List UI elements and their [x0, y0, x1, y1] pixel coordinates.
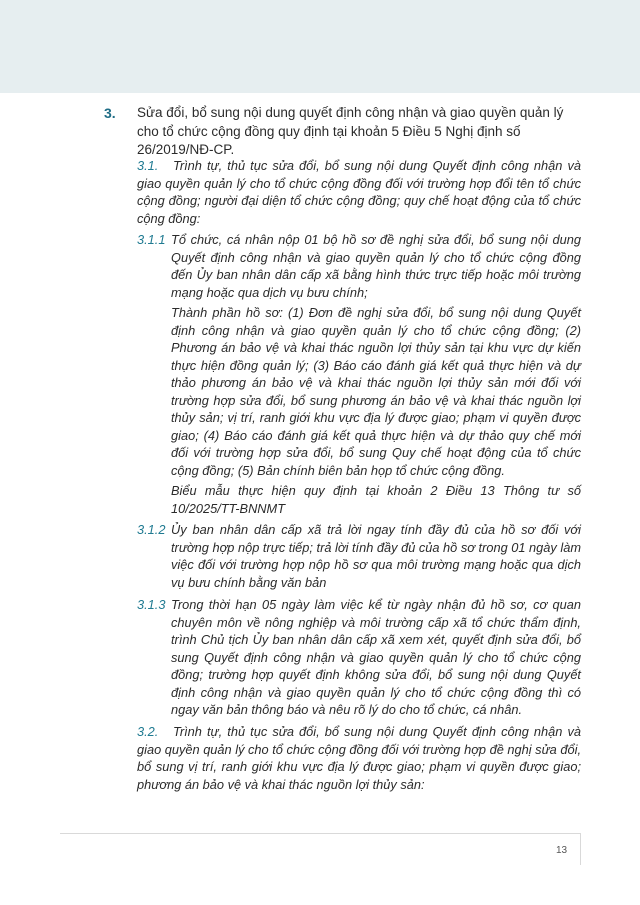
section-3-1-1-number: 3.1.1 [137, 232, 166, 247]
section-3-1-3-text: Trong thời hạn 05 ngày làm việc kể từ ngày nhận đủ hồ sơ, cơ quan chuyên môn về nông nghiệp và môi trường cấp xã tổ chức thẩm định, trình Chủ tịch Ủy ban nhân dân cấp xã xem xét, quyết định sửa đổi, bổ sung Quyết định công nhận và giao quyền quản lý cho tổ chức cộng đồng; trường hợp quyết định không sửa đổi, bổ sung nội dung Quyết định công nhận và giao quyền quản lý cho tổ chức cộng đồng thì có ngay văn bản thông báo và nêu rõ lý do cho tổ chức, cá nhân. [171, 597, 581, 717]
section-3-number: 3. [104, 105, 116, 121]
section-3-1-1-components [137, 304, 581, 479]
section-3-title: Sửa đổi, bổ sung nội dung quyết định công nhận và giao quyền quản lý cho tổ chức cộng đồng quy định tại khoản 5 Điều 5 Nghị định số 26/2019/NĐ-CP. [137, 105, 564, 157]
footer-vertical-divider [580, 833, 581, 865]
section-3-1 [137, 157, 581, 227]
section-3-2 [137, 723, 581, 793]
header-band [0, 0, 640, 93]
dossier-components: Thành phần hồ sơ: (1) Đơn đề nghị sửa đổi, bổ sung nội dung Quyết định công nhận và giao quyền quản lý cho tổ chức cộng đồng; (2) Phương án bảo vệ và khai thác nguồn lợi thủy sản tại khu vực dự kiến thực hiện đồng quản lý; (3) Báo cáo đánh giá kết quả thực hiện và dự thảo phương án bảo vệ và khai thác nguồn lợi thủy sản mới đối với trường hợp sửa đổi, bổ sung phương án bảo vệ và khai thác nguồn lợi thủy sản; vị trí, ranh giới khu vực địa lý được giao; phạm vi quyền được giao; (4) Báo cáo đánh giá kết quả thực hiện và dự thảo quy chế mới đối với trường hợp sửa đổi, bổ sung Quy chế hoạt động của tổ chức cộng đồng; (5) Bản chính biên bản họp tổ chức cộng đồng. [171, 305, 581, 478]
section-3-1-2-text: Ủy ban nhân dân cấp xã trả lời ngay tính đầy đủ của hồ sơ đối với trường hợp nộp trực tiếp; trả lời tính đầy đủ của hồ sơ trong 01 ngày làm việc đối với trường hợp nộp hồ sơ qua môi trường mạng hoặc qua dịch vụ bưu chính bằng văn bản [171, 522, 581, 590]
section-3-1-3 [137, 596, 581, 719]
page-number: 13 [556, 845, 568, 856]
section-3-1-text: Trình tự, thủ tục sửa đổi, bổ sung nội dung Quyết định công nhận và giao quyền quản lý cho tổ chức cộng đồng đối với trường hợp đổi tên tổ chức cộng đồng; người đại diện tổ chức cộng đồng; quy chế hoạt động của tổ chức cộng đồng: [137, 158, 581, 226]
section-3-2-text: Trình tự, thủ tục sửa đổi, bổ sung nội dung Quyết định công nhận và giao quyền quản lý cho tổ chức cộng đồng đối với trường hợp đề nghị sửa đổi, bổ sung vị trí, ranh giới khu vực địa lý được giao; phạm vi quyền được giao; phương án bảo vệ và khai thác nguồn lợi thủy sản: [137, 724, 581, 792]
section-3-1-2-number: 3.1.2 [137, 522, 166, 537]
form-reference: Biểu mẫu thực hiện quy định tại khoản 2 Điều 13 Thông tư số 10/2025/TT-BNNMT [171, 483, 581, 516]
section-3-1-1-text: Tổ chức, cá nhân nộp 01 bộ hồ sơ đề nghị sửa đổi, bổ sung nội dung Quyết định công nhận và giao quyền quản lý cho tổ chức cộng đồng đến Ủy ban nhân dân cấp xã bằng hình thức trực tiếp hoặc môi trường mạng hoặc qua dịch vụ bưu chính; [171, 232, 581, 300]
section-3-2-number: 3.2. [137, 724, 159, 739]
section-3-1-2 [137, 521, 581, 591]
section-3-1-1-form [137, 482, 581, 517]
section-3-1-1 [137, 231, 581, 301]
footer-divider [60, 833, 580, 834]
section-3-1-number: 3.1. [137, 158, 159, 173]
section-3-1-3-number: 3.1.3 [137, 597, 166, 612]
